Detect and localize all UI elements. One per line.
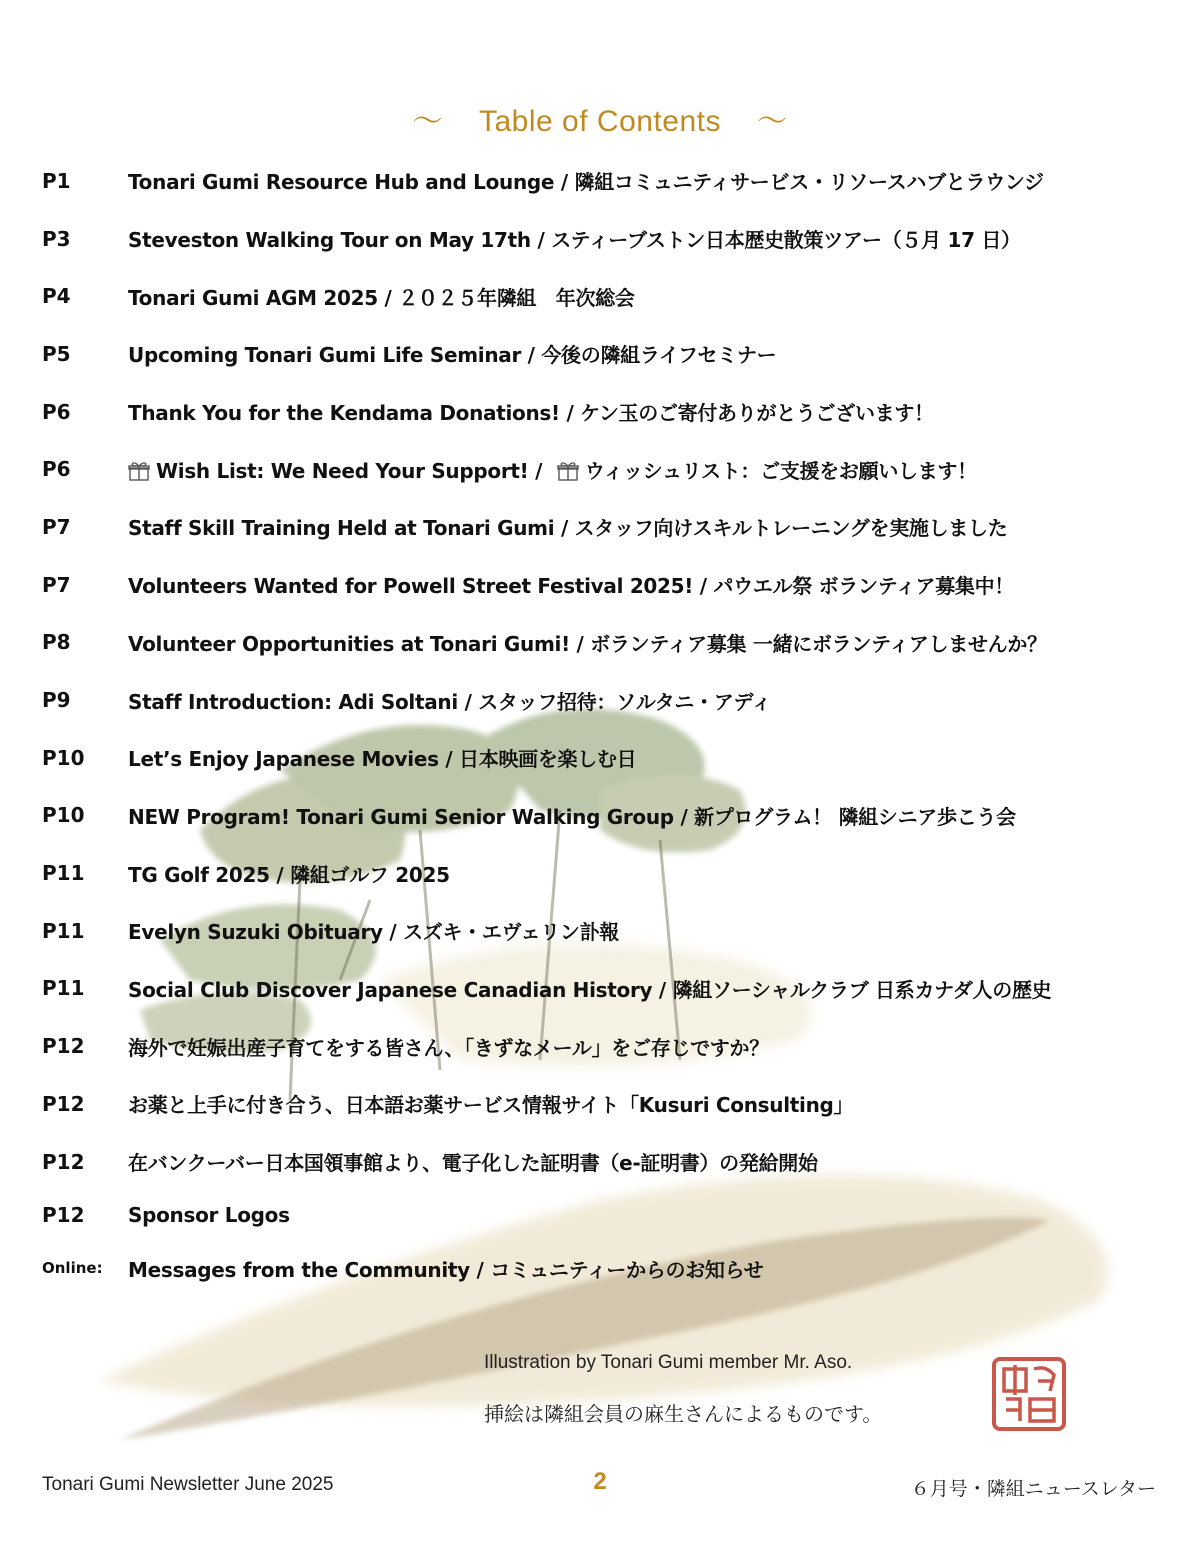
toc-row[interactable] (42, 152, 1182, 210)
gift-icon (557, 461, 579, 481)
illustration-credit-en: Illustration by Tonari Gumi member Mr. Aso. (484, 1352, 853, 1373)
toc-row[interactable] (42, 498, 1182, 556)
toc-row[interactable] (42, 556, 1182, 614)
toc-row[interactable] (42, 787, 1182, 845)
toc-row[interactable] (42, 1017, 1182, 1075)
toc-page-number: P11 (42, 861, 85, 886)
tilde-right: ～ (756, 105, 788, 138)
toc-entry-title: Social Club Discover Japanese Canadian History / 隣組ソーシャルクラブ 日系カナダ人の歴史 (128, 977, 1052, 1002)
tilde-left: ～ (412, 105, 443, 138)
toc-entry-title: Volunteers Wanted for Powell Street Festival 2025! / パウエル祭 ボランティア募集中！ (128, 574, 1014, 599)
toc-page-number: P4 (42, 284, 71, 309)
toc-page-number: P12 (42, 1203, 85, 1228)
toc-entry-title: Sponsor Logos (128, 1203, 290, 1228)
toc-row[interactable] (42, 729, 1182, 787)
footer-newsletter-name-jp: ６月号・隣組ニュースレター (910, 1478, 1156, 1500)
toc-entry-title: お薬と上手に付き合う、日本語お薬サービス情報サイト「Kusuri Consulting」 (128, 1093, 854, 1118)
toc-page-number: P11 (42, 976, 85, 1001)
toc-row[interactable] (42, 210, 1182, 268)
toc-row[interactable] (42, 614, 1182, 672)
illustration-credit-jp: 挿絵は隣組会員の麻生さんによるものです。 (484, 1402, 883, 1426)
toc-page-number: P1 (42, 168, 71, 193)
toc-page-number: P10 (42, 803, 85, 828)
gift-icon (128, 461, 150, 481)
toc-page-number: P3 (42, 226, 71, 251)
toc-page-number: P6 (42, 457, 71, 482)
table-of-contents (42, 152, 1182, 1296)
toc-page-number: P7 (42, 514, 71, 539)
toc-row[interactable] (42, 1133, 1182, 1191)
toc-entry-title: 海外で妊娠出産子育てをする皆さん、「きずなメール」をご存じですか？ (128, 1035, 769, 1060)
toc-page-number: P7 (42, 572, 71, 597)
toc-row[interactable] (42, 1190, 1182, 1240)
toc-row[interactable] (42, 1075, 1182, 1133)
toc-entry-title: Evelyn Suzuki Obituary / スズキ・エヴェリン訃報 (128, 920, 619, 945)
toc-entry-title (128, 455, 977, 484)
toc-page-number: P10 (42, 745, 85, 770)
toc-entry-title: Staff Skill Training Held at Tonari Gumi / スタッフ向けスキルトレーニングを実施しました (128, 516, 1008, 541)
toc-page-number: P5 (42, 341, 71, 366)
toc-page-number: P12 (42, 1034, 85, 1059)
footer-newsletter-name: Tonari Gumi Newsletter June 2025 (42, 1474, 334, 1495)
toc-row[interactable] (42, 960, 1182, 1018)
toc-entry-title: Messages from the Community / コミュニティーからのお知らせ (128, 1257, 764, 1282)
toc-entry-title: Upcoming Tonari Gumi Life Seminar / 今後の隣組ライフセミナー (128, 343, 777, 368)
toc-row[interactable] (42, 267, 1182, 325)
toc-page-number: P11 (42, 918, 85, 943)
toc-entry-title: Let’s Enjoy Japanese Movies / 日本映画を楽しむ日 (128, 747, 637, 772)
toc-entry-title: NEW Program! Tonari Gumi Senior Walking Group / 新プログラム！ 隣組シニア歩こう会 (128, 804, 1016, 829)
artist-seal-stamp (990, 1355, 1068, 1433)
footer-page-number: 2 (593, 1468, 607, 1495)
toc-row[interactable] (42, 383, 1182, 441)
toc-heading (0, 96, 1200, 140)
toc-page-number: P9 (42, 688, 71, 713)
toc-entry-title: Steveston Walking Tour on May 17th / スティーブストン日本歴史散策ツアー（５月 17 日） (128, 228, 1021, 253)
toc-page-number: P6 (42, 399, 71, 424)
toc-page-number: Online: (42, 1259, 103, 1278)
toc-row[interactable] (42, 325, 1182, 383)
toc-entry-title-en: Wish List: We Need Your Support! / (156, 458, 543, 483)
toc-page-number: P8 (42, 630, 71, 655)
toc-row[interactable] (42, 440, 1182, 498)
toc-entry-title: 在バンクーバー日本国領事館より、電子化した証明書（e-証明書）の発給開始 (128, 1151, 818, 1176)
toc-entry-title-jp: ウィッシュリスト：ご支援をお願いします！ (584, 458, 977, 483)
toc-entry-title: Thank You for the Kendama Donations! / ケン玉のご寄付ありがとうございます！ (128, 401, 934, 426)
toc-entry-title: Volunteer Opportunities at Tonari Gumi! / ボランティア募集 一緒にボランティアしませんか？ (128, 631, 1047, 656)
toc-entry-title: TG Golf 2025 / 隣組ゴルフ 2025 (128, 862, 450, 887)
toc-row[interactable] (42, 1240, 1182, 1296)
toc-entry-title: Staff Introduction: Adi Soltani / スタッフ招待：ソルタニ・アディ (128, 689, 772, 714)
toc-title-text: Table of Contents (479, 105, 721, 138)
toc-row[interactable] (42, 671, 1182, 729)
toc-page-number: P12 (42, 1091, 85, 1116)
toc-row[interactable] (42, 844, 1182, 902)
toc-row[interactable] (42, 902, 1182, 960)
toc-page-number: P12 (42, 1149, 85, 1174)
toc-entry-title: Tonari Gumi AGM 2025 / ２０２５年隣組 年次総会 (128, 285, 635, 310)
toc-entry-title: Tonari Gumi Resource Hub and Lounge / 隣組コミュニティサービス・リソースハブとラウンジ (128, 170, 1044, 195)
